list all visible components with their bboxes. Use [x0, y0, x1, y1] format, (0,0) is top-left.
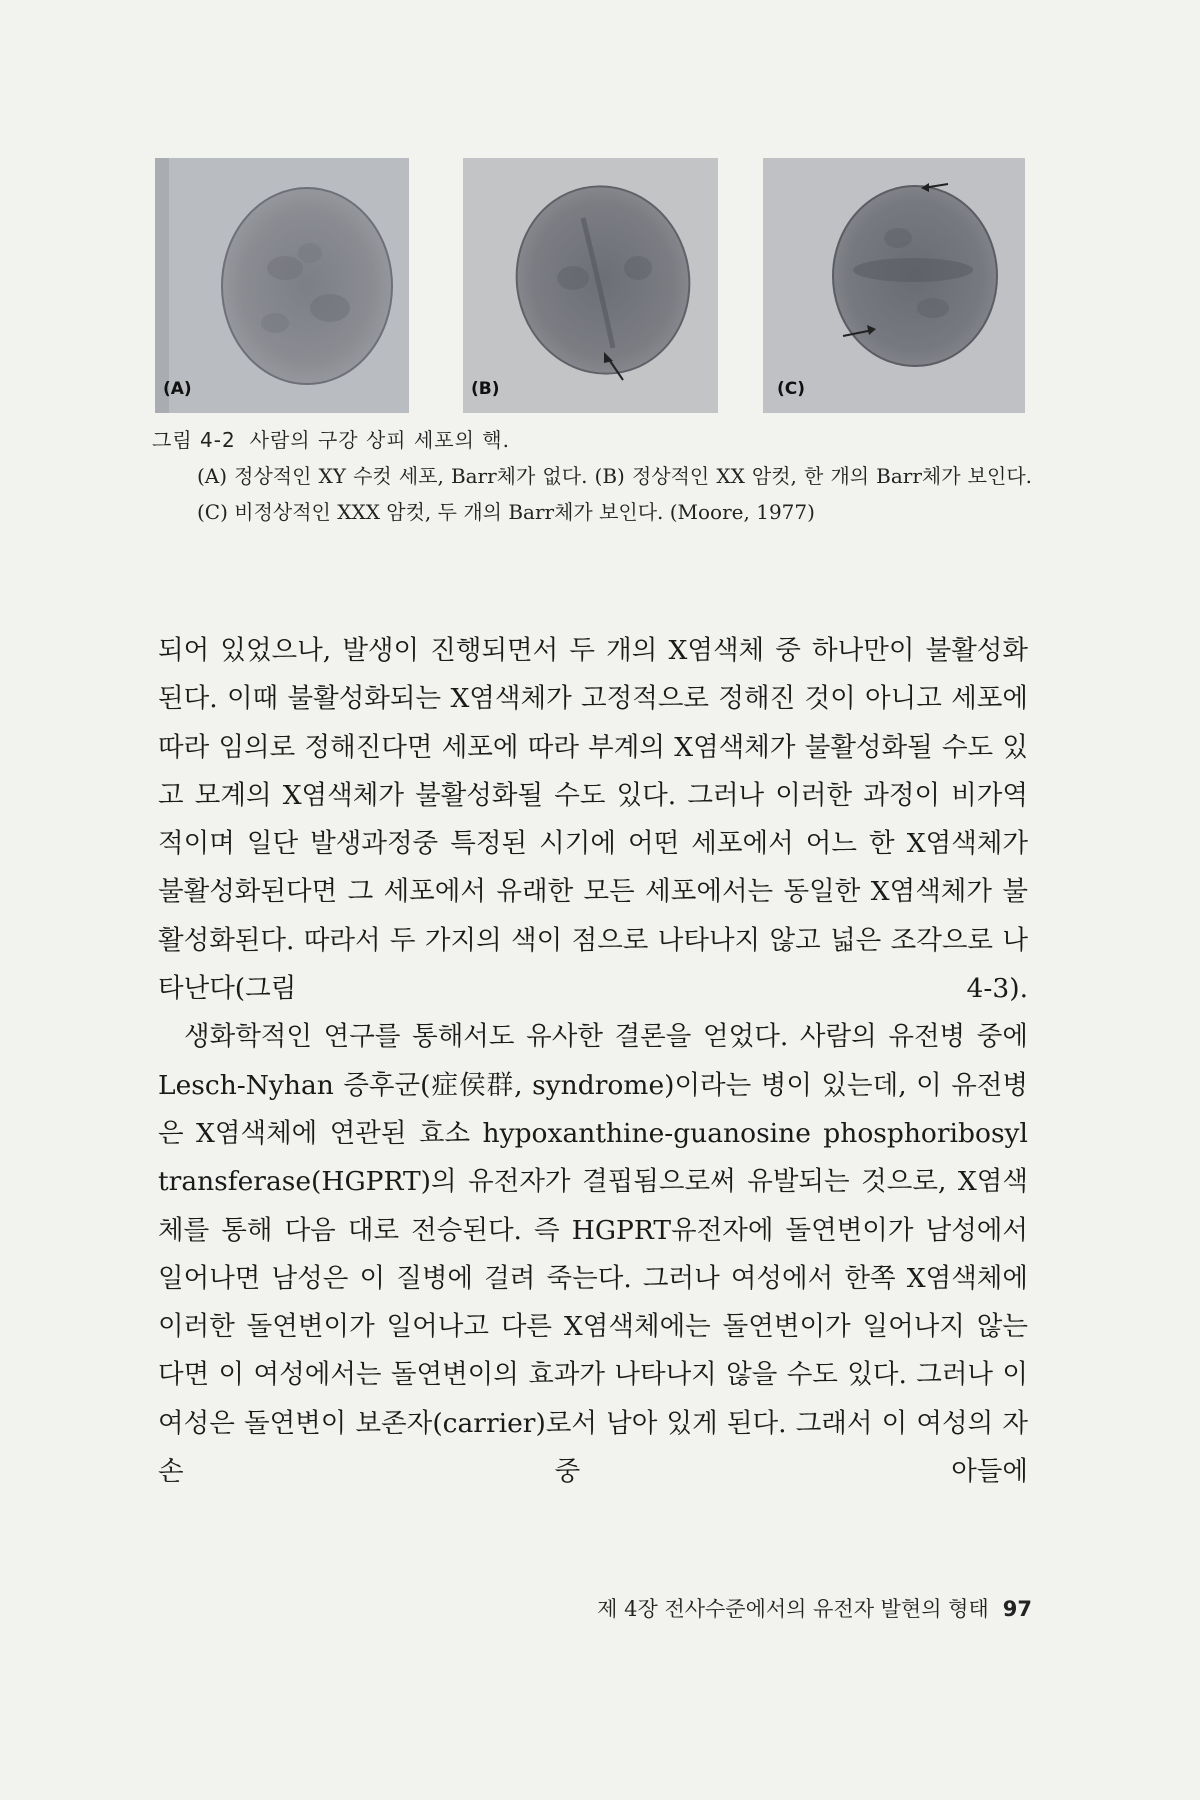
caption-number: 그림 4-2 — [152, 428, 236, 452]
paragraph: 생화학적인 연구를 통해서도 유사한 결론을 얻었다. 사람의 유전병 중에 Lesch-Nyhan 증후군(症侯群, syndrome)이라는 병이 있는데, 이 유전병은 X염색체에 연관된 효소 hypoxanthine-guanosine phosphoribosyl transferase(HGPRT)의 유전자가 결핍됨으로써 유발되는 것으로, X염색체를 통해 다음 대로 전승된다. 즉 HGPRT유전자에 돌연변이가 남성에서 일어나면 남성은 이 질병에 걸려 죽는다. 그러나 여성에서 한쪽 X염색체에 이러한 돌연변이가 일어나고 다른 X염색체에는 돌연변이가 일어나지 않는다면 이 여성에서는 돌연변이의 효과가 나타나지 않을 수도 있다. 그러나 이 여성은 돌연변이 보존자(carrier)로서 남아 있게 된다. 그래서 이 여성의 자손 중 아들에 — [158, 1021, 1028, 1488]
caption-title-line — [152, 422, 1032, 458]
panel-label: (B) — [471, 379, 500, 399]
panel-label: (A) — [163, 379, 192, 399]
nucleus-cell-image — [155, 158, 409, 413]
page-number: 97 — [1002, 1597, 1032, 1621]
body-text — [158, 627, 1028, 1496]
paragraph: 되어 있었으나, 발생이 진행되면서 두 개의 X염색체 중 하나만이 불활성화된다. 이때 불활성화되는 X염색체가 고정적으로 정해진 것이 아니고 세포에 따라 임의로 정해진다면 세포에 따라 부계의 X염색체가 불활성화될 수도 있고 모계의 X염색체가 불활성화될 수도 있다. 그러나 이러한 과정이 비가역적이며 일단 발생과정중 특정된 시기에 어떤 세포에서 어느 한 X염색체가 불활성화된다면 그 세포에서 유래한 모든 세포에서는 동일한 X염색체가 불활성화된다. 따라서 두 가지의 색이 점으로 나타나지 않고 넓은 조각으로 나타난다(그림 4-3). — [158, 635, 1028, 1005]
figure-panel-c — [763, 158, 1025, 413]
nucleus-cell-image — [463, 158, 718, 413]
figure-caption — [152, 422, 1032, 530]
caption-title: 사람의 구강 상피 세포의 핵. — [249, 428, 510, 452]
panel-label: (C) — [777, 379, 806, 399]
figure-4-2 — [155, 158, 1025, 413]
figure-panel-a — [155, 158, 409, 413]
figure-panel-b — [463, 158, 718, 413]
caption-body: (A) 정상적인 XY 수컷 세포, Barr체가 없다. (B) 정상적인 XX 암컷, 한 개의 Barr체가 보인다. (C) 비정상적인 XXX 암컷, 두 개의 Barr체가 보인다. (Moore, 1977) — [197, 464, 1032, 524]
chapter-title: 제 4장 전사수준에서의 유전자 발현의 형태 — [597, 1597, 989, 1621]
nucleus-cell-image — [763, 158, 1025, 413]
page-footer — [472, 1593, 1032, 1623]
